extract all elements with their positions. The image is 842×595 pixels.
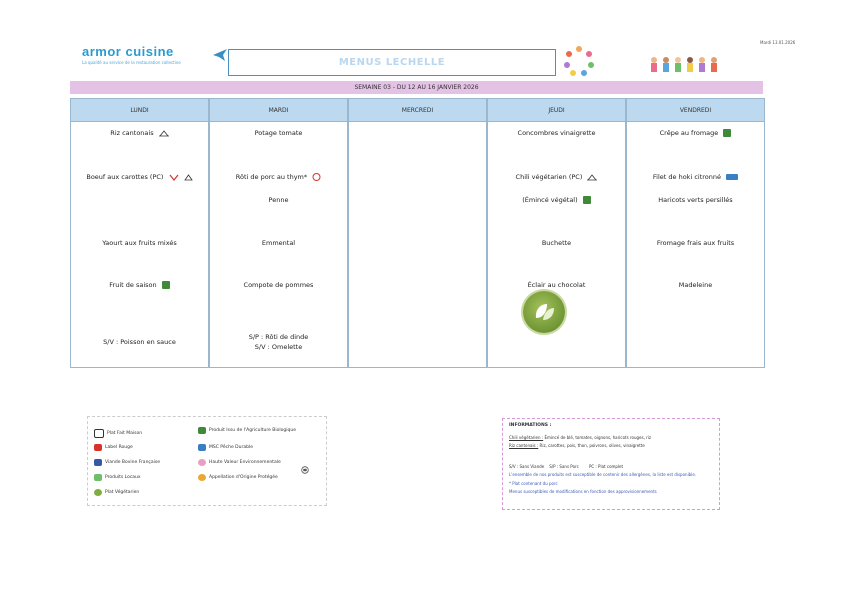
dish-starter: Concombres vinaigrette	[517, 129, 596, 137]
dish-dairy: Fromage frais aux fruits	[656, 239, 735, 247]
day-header: JEUDI	[488, 99, 625, 122]
dish-side: Haricots verts persillés	[658, 196, 733, 204]
dish-dairy: Buchette	[541, 239, 572, 247]
vegetarian-icon	[94, 489, 102, 496]
info-abbreviations: S/V : Sans Viande S/P : Sans Porc PC : Plat complet	[509, 464, 624, 469]
legend-item: Appellation d'Origine Protégée	[198, 474, 278, 481]
dish-main: Chili végétarien (PC)	[488, 173, 625, 181]
dish-alternative: S/P : Rôti de dinde	[248, 333, 309, 341]
dish-dairy: Emmental	[261, 239, 296, 247]
day-header: LUNDI	[71, 99, 208, 122]
dish-alternative: S/V : Poisson en sauce	[103, 338, 176, 346]
info-heading: INFORMATIONS :	[509, 423, 552, 428]
dish-dessert: Compote de pommes	[243, 281, 314, 289]
children-row-icon	[648, 52, 720, 74]
information-box	[502, 418, 720, 510]
date-tag: Mardi 13.01.2026	[760, 40, 796, 45]
dish-dairy: Yaourt aux fruits mixés	[102, 239, 177, 247]
info-note: * Plat contenant du porc	[509, 481, 558, 486]
french-beef-icon	[94, 459, 102, 466]
legend-box	[87, 416, 327, 506]
dish-main: Boeuf aux carottes (PC)	[71, 173, 208, 181]
legend-item: Label Rouge	[94, 444, 133, 451]
dish-dessert: Fruit de saison	[71, 281, 208, 289]
legend-item: Produit Issu de l'Agriculture Biologique	[198, 427, 296, 434]
legend-item: Produits Locaux	[94, 474, 141, 481]
legend-item: MSC Pêche Durable	[198, 444, 253, 451]
page-title: MENUS LECHELLE	[338, 57, 446, 68]
day-column-monday	[70, 98, 209, 368]
homemade-icon	[587, 174, 597, 181]
label-rouge-icon	[312, 173, 321, 181]
dish-alternative: S/V : Omelette	[254, 343, 303, 351]
homemade-icon	[159, 130, 169, 137]
brand-logo: armor cuisine	[82, 44, 174, 59]
day-header: VENDREDI	[627, 99, 764, 122]
dish-main: Rôti de porc au thym*	[210, 173, 347, 181]
aop-icon	[198, 474, 206, 481]
dish-starter: Riz cantonais	[71, 129, 208, 137]
legend-item: Viande Bovine Française	[94, 459, 160, 466]
dish-main: Filet de hoki citronné	[627, 173, 764, 181]
msc-fish-icon	[726, 174, 738, 180]
vegetarian-leaf-badge-icon	[523, 291, 565, 333]
legend-item: Haute Valeur Environnementale	[198, 459, 281, 466]
dish-side: Penne	[268, 196, 289, 204]
brand-tagline: La qualité au service de la restauration collective	[82, 60, 181, 65]
menu-title-box	[228, 49, 556, 76]
day-column-wednesday	[348, 98, 487, 368]
children-circle-icon	[562, 44, 596, 78]
hve-icon	[198, 459, 206, 466]
label-rouge-icon	[94, 444, 102, 451]
dish-starter: Potage tomate	[254, 129, 303, 137]
info-note: L'ensemble de nos produits est susceptible de contenir des allergènes, la liste est disponible.	[509, 472, 697, 477]
organic-icon	[583, 196, 591, 204]
legend-item: Plat Végétarien	[94, 489, 139, 496]
day-column-tuesday	[209, 98, 348, 368]
week-banner	[70, 81, 763, 94]
info-note: Menus susceptibles de modifications en fonction des approvisionnements	[509, 489, 657, 494]
organic-icon	[723, 129, 731, 137]
homemade-icon	[94, 429, 104, 438]
info-line: Riz cantonais : Riz, carottes, pois, thon, poivrons, olives, vinaigrette	[509, 443, 645, 448]
week-label: SEMAINE 03 - DU 12 AU 16 JANVIER 2026	[354, 84, 479, 91]
local-products-icon	[94, 474, 102, 481]
bird-icon	[212, 48, 228, 62]
french-beef-icon	[169, 174, 179, 181]
day-header: MARDI	[210, 99, 347, 122]
dish-starter: Crêpe au fromage	[627, 129, 764, 137]
day-header: MERCREDI	[349, 99, 486, 122]
organic-icon	[198, 427, 206, 434]
homemade-icon	[184, 174, 193, 181]
certification-icon	[301, 466, 309, 474]
dish-side: (Émincé végétal)	[488, 196, 625, 204]
dish-dessert: Éclair au chocolat	[527, 281, 586, 289]
legend-item: Plat Fait Maison	[94, 429, 142, 438]
info-line: Chili végétarien : Émincé de blé, tomates, oignons, haricots rouges, riz	[509, 435, 651, 440]
organic-icon	[162, 281, 170, 289]
day-column-friday	[626, 98, 765, 368]
msc-fish-icon	[198, 444, 206, 451]
dish-dessert: Madeleine	[678, 281, 713, 289]
